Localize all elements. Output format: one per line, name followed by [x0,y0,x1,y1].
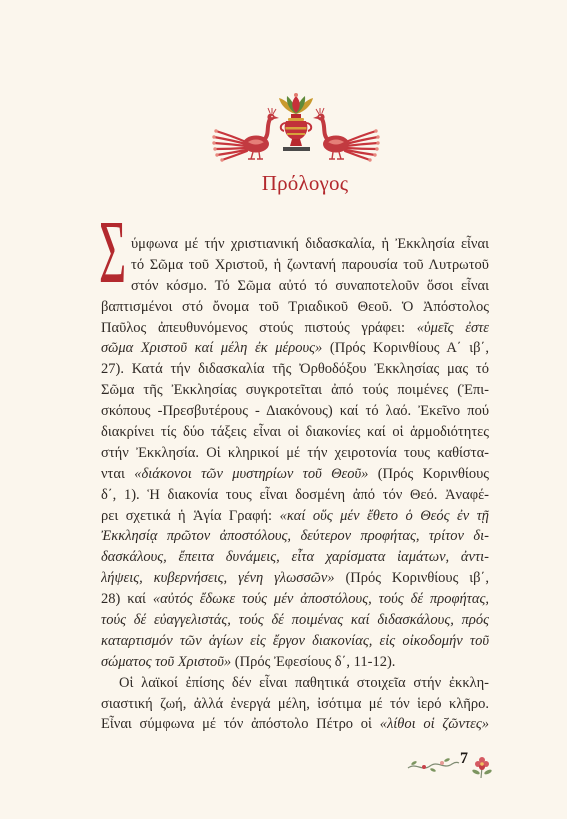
text-line [101,401,489,422]
drop-cap: Σ [99,203,127,302]
quotation-italic: καταρτισμόν τῶν ἁγίων εἰς ἔργον διακονίας, εἰς οἰκοδομήν τοῦ [101,632,489,649]
text-line [101,485,489,506]
quotation-italic: «καί οὕς μέν ἔθετο ὁ Θεός ἐν τῇ [279,507,489,524]
text-line [101,464,489,485]
quotation-italic: «διάκονοι τῶν μυστηρίων τοῦ Θεοῦ» [134,465,369,482]
text-line [101,297,489,318]
text-line [101,422,489,443]
text-run: 27). Κατά τήν διδασκαλία τῆς Ὀρθοδόξου Ἐκκλησίας μας τό [101,361,489,378]
quotation-italic: δασκάλους, ἔπειτα δυνάμεις, εἶτα χαρίσματα ἰαμάτων, ἀντι- [101,549,489,566]
left-peacock-icon [212,108,279,162]
text-run: (Πρός Ἐφεσίους δ΄, 11-12). [231,653,396,670]
quotation-italic: «ὑμεῖς ἐστε [416,319,489,336]
text-run: διακρίνει τίς δύο τάξεις εἶναι οἱ διακονίες καί οἱ ἁρμοδιότητες [101,424,489,441]
peacocks-vase-ornament [0,0,567,200]
right-peacock-icon [313,108,380,162]
text-run: δ΄, 1). Ἡ διακονία τους εἶναι δοσμένη ἀπό τόν Θεό. Ἀναφέ- [101,486,489,503]
text-line [101,318,489,339]
flower-icon [472,757,493,778]
paragraph [101,673,489,736]
quotation-italic: σώματος τοῦ Χριστοῦ» [101,653,232,670]
vine-icon [408,757,459,772]
text-line [101,526,489,547]
text-line [101,714,489,735]
page-number: 7 [460,750,468,767]
quotation-italic: «λίθοι οἱ ζῶντες» [379,716,489,733]
text-run: ρει σχετικά ἡ Ἁγία Γραφή: [101,507,280,524]
text-line [101,694,489,715]
page-title: Πρόλογος [261,171,349,195]
text-run: (Πρός Κορινθίους [368,465,489,482]
paragraph [101,234,489,673]
text-line [101,547,489,568]
quotation-italic: «αὐτός ἔδωκε τούς μέν ἀποστόλους, τούς δέ προφήτας, [152,591,489,608]
text-line [101,652,489,673]
text-run: σιαστική ζωή, ἀλλά ἐνεργά μέλη, ἰσότιμα μέ τόν ἱερό κλῆρο. [101,695,489,712]
text-line [101,589,489,610]
text-line [101,234,489,255]
text-run: σκόπους -Πρεσβυτέρους - Διακόνους) καί τό λαό. Ἐκεῖνο πού [101,403,489,420]
text-line [101,568,489,589]
text-run: ύμφωνα μέ τήν χριστιανική διδασκαλία, ἡ Ἐκκλησία εἶναι [131,236,489,252]
text-line [101,276,489,297]
text-line [101,610,489,631]
text-run: στήν Ἐκκλησία. Οἱ κληρικοί μέ τήν χειροτονία τους καθίστα- [101,444,489,461]
text-run: βαπτισμένοι στό ὄνομα τοῦ Τριαδικοῦ Θεοῦ. Ὁ Ἀπόστολος [101,298,489,315]
quotation-italic: τούς δέ εὐαγγελιστάς, τούς δέ ποιμένας καί διδασκάλους, πρός [101,612,489,629]
body-text [101,234,489,735]
text-run: Εἶναι σύμφωνα μέ τόν ἀπόστολο Πέτρο οἱ [101,716,380,733]
text-line [101,338,489,359]
quotation-italic: σῶμα Χριστοῦ καί μέλη ἐκ μέρους» [101,340,323,357]
text-run: νται [101,465,135,482]
text-line [101,359,489,380]
text-line [101,255,489,276]
text-line [101,380,489,401]
vase-icon [279,93,313,151]
quotation-italic: Ἐκκλησίᾳ πρῶτον ἀποστόλους, δεύτερον προφήτας, τρίτον δι- [101,528,489,545]
text-line [101,673,489,694]
text-run: στόν κόσμο. Τό Σῶμα αὐτό τό συναποτελοῦν ὅσοι εἶναι [131,277,489,294]
text-run: Παῦλος ἀπευθυνόμενος στούς πιστούς γράφει: [101,319,417,336]
text-line [101,506,489,527]
quotation-italic: λήψεις, κυβερνήσεις, γένη γλωσσῶν» [101,570,335,587]
text-run: (Πρός Κορινθίους Α΄ ιβ΄, [322,340,489,357]
text-line [101,443,489,464]
text-run: τό Σῶμα τοῦ Χριστοῦ, ἡ ζωντανή παρουσία τοῦ Λυτρωτοῦ [131,256,489,273]
text-line [101,631,489,652]
text-run: Σῶμα τῆς Ἐκκλησίας συγκροτεῖται ἀπό τούς ποιμένες (Ἐπι- [101,382,489,399]
text-run: (Πρός Κορινθίους ιβ΄, [334,570,489,587]
floral-vine-ornament [0,740,567,790]
text-run: 28) καί [101,591,153,608]
text-run: Οἱ λαϊκοί ἐπίσης δέν εἶναι παθητικά στοιχεῖα στήν ἐκκλη- [119,674,489,691]
